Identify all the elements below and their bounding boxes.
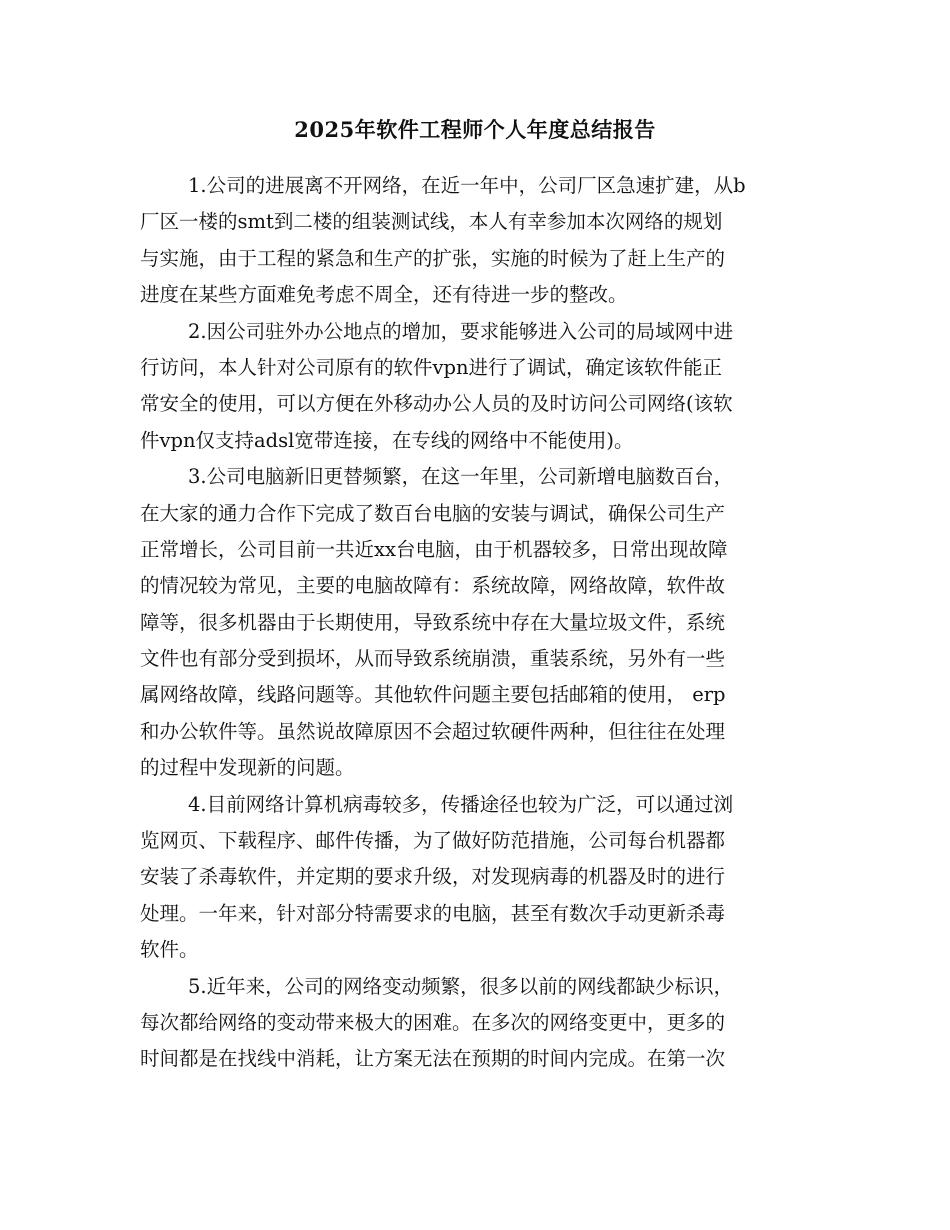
paragraph-line: 4.目前网络计算机病毒较多，传播途径也较为广泛，可以通过浏 <box>188 792 734 816</box>
paragraph-4 <box>140 787 820 969</box>
paragraph-line: 的过程中发现新的问题。 <box>140 756 355 780</box>
paragraph-line: 1.公司的进展离不开网络，在近一年中，公司厂区急速扩建，从b <box>188 174 746 197</box>
paragraph-line: 时间都是在找线中消耗，让方案无法在预期的时间内完成。在第一次 <box>140 1047 726 1071</box>
document-title: 2025年软件工程师个人年度总结报告 <box>294 117 656 142</box>
paragraph-line: 处理。一年来，针对部分特需要求的电脑，甚至有数次手动更新杀毒 <box>140 901 726 925</box>
paragraph-line: 障等，很多机器由于长期使用，导致系统中存在大量垃圾文件，系统 <box>140 610 726 634</box>
paragraph-line: 每次都给网络的变动带来极大的困难。在多次的网络变更中，更多的 <box>140 1010 726 1034</box>
paragraph-1 <box>140 168 820 314</box>
paragraph-line: 3.公司电脑新旧更替频繁，在这一年里，公司新增电脑数百台， <box>188 465 734 489</box>
paragraph-line: 5.近年来，公司的网络变动频繁，很多以前的网线都缺少标识， <box>188 974 734 998</box>
paragraph-line: 2.因公司驻外办公地点的增加，要求能够进入公司的局域网中进 <box>188 319 734 343</box>
paragraph-line: 在大家的通力合作下完成了数百台电脑的安装与调试，确保公司生产 <box>140 501 726 525</box>
paragraph-line: 和办公软件等。虽然说故障原因不会超过软硬件两种，但往往在处理 <box>140 719 726 743</box>
paragraph-line: 与实施，由于工程的紧急和生产的扩张，实施的时候为了赶上生产的 <box>140 246 726 270</box>
paragraph-line: 件vpn仅支持adsl宽带连接，在专线的网络中不能使用)。 <box>140 428 634 452</box>
paragraph-2 <box>140 314 820 460</box>
paragraph-5 <box>140 969 820 1078</box>
paragraph-line: 厂区一楼的smt到二楼的组装测试线，本人有幸参加本次网络的规划 <box>140 210 723 234</box>
paragraph-line: 进度在某些方面难免考虑不周全，还有待进一步的整改。 <box>140 283 628 307</box>
paragraph-line: 安装了杀毒软件，并定期的要求升级，对发现病毒的机器及时的进行 <box>140 865 726 889</box>
paragraph-line: 览网页、下载程序、邮件传播，为了做好防范措施，公司每台机器都 <box>140 829 726 853</box>
paragraph-line: 的情况较为常见，主要的电脑故障有：系统故障，网络故障，软件故 <box>140 574 726 598</box>
document-body <box>140 168 820 1078</box>
paragraph-3 <box>140 459 820 787</box>
paragraph-line: 行访问，本人针对公司原有的软件vpn进行了调试，确定该软件能正 <box>140 355 723 379</box>
paragraph-line: 正常增长，公司目前一共近xx台电脑，由于机器较多，日常出现故障 <box>140 537 728 561</box>
paragraph-line: 常安全的使用，可以方便在外移动办公人员的及时访问公司网络(该软 <box>140 392 733 416</box>
paragraph-line: 属网络故障，线路问题等。其他软件问题主要包括邮箱的使用， erp <box>140 683 726 707</box>
paragraph-line: 软件。 <box>140 938 199 962</box>
paragraph-line: 文件也有部分受到损坏，从而导致系统崩溃，重装系统，另外有一些 <box>140 647 726 671</box>
